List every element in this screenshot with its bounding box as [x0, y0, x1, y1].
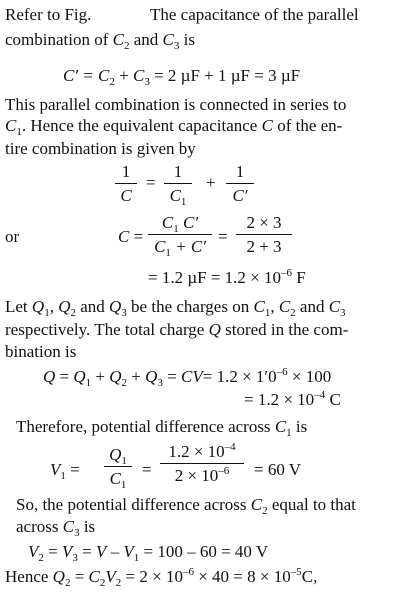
- fraction: 1 $C_1$: [164, 163, 192, 204]
- text-line: Let $Q_1$, $Q_2$ and $Q_3$ be the charges on $C_1$, $C_2$ and $C_3$: [5, 297, 346, 319]
- equation-result: = 60 V: [254, 460, 302, 479]
- text-line: The capacitance of the parallel: [150, 5, 359, 24]
- text-line: tire combination is given by: [5, 139, 196, 158]
- equals-sign: =: [142, 460, 152, 479]
- text-line: Therefore, potential difference across $C_1$ is: [16, 417, 308, 439]
- plus-sign: +: [206, 173, 216, 192]
- text-line: This parallel combination is connected in series to: [5, 95, 347, 114]
- equation: $V_2 = V_3 = V - V_1 = 100 - 60 = 40$ V: [28, 542, 269, 564]
- equals-sign: =: [146, 173, 156, 192]
- fraction: 1 C′: [226, 163, 254, 204]
- equation: $V_1$ =: [50, 460, 80, 482]
- fraction: 1 C: [115, 163, 137, 204]
- fraction: 2 × 3 2 + 3: [236, 214, 292, 255]
- equation: C =: [118, 227, 144, 246]
- ref-text: Refer to Fig.: [5, 5, 92, 24]
- fraction: $C_1$ C′ $C_1 + C'$: [148, 214, 212, 255]
- fraction: $1.2 \times 10^{-4}$ $2 \times 10^{-6}$: [160, 443, 244, 484]
- equation: = 1.2 $\mu F = 1.2 \times 10^{-6}$ F: [148, 267, 306, 287]
- text-line: respectively. The total charge Q stored in the com-: [5, 320, 349, 339]
- text-line: Hence $Q_2 = C_2V_2 = 2 \times 10^{-6} \times 40 = 8 \times 10^{-5}C$,: [5, 566, 318, 589]
- text-line: combination of $C_2$ and $C_3$ is: [5, 30, 195, 52]
- equals-sign: =: [218, 227, 228, 246]
- text-line: [5, 6, 91, 23]
- equation: $C' = C_2 + C_3 = 2$ µF + 1 µF = 3 µF: [63, 66, 301, 88]
- equation: = $1.2 \times 10^{-4}$ C: [244, 389, 341, 409]
- or-label: or: [5, 227, 20, 246]
- text-line: So, the potential difference across $C_2$ equal to that: [16, 495, 356, 517]
- text-line: bination is: [5, 342, 77, 361]
- fraction: $Q_1$ $C_1$: [104, 446, 132, 487]
- equation: $Q = Q_1 + Q_2 + Q_3 = CV= 1.2 \times 1'0^{-6} \times 100$: [43, 366, 332, 389]
- text-line: across $C_3$ is: [16, 517, 96, 539]
- text-line: $C_1$. Hence the equivalent capacitance C of the en-: [5, 116, 343, 138]
